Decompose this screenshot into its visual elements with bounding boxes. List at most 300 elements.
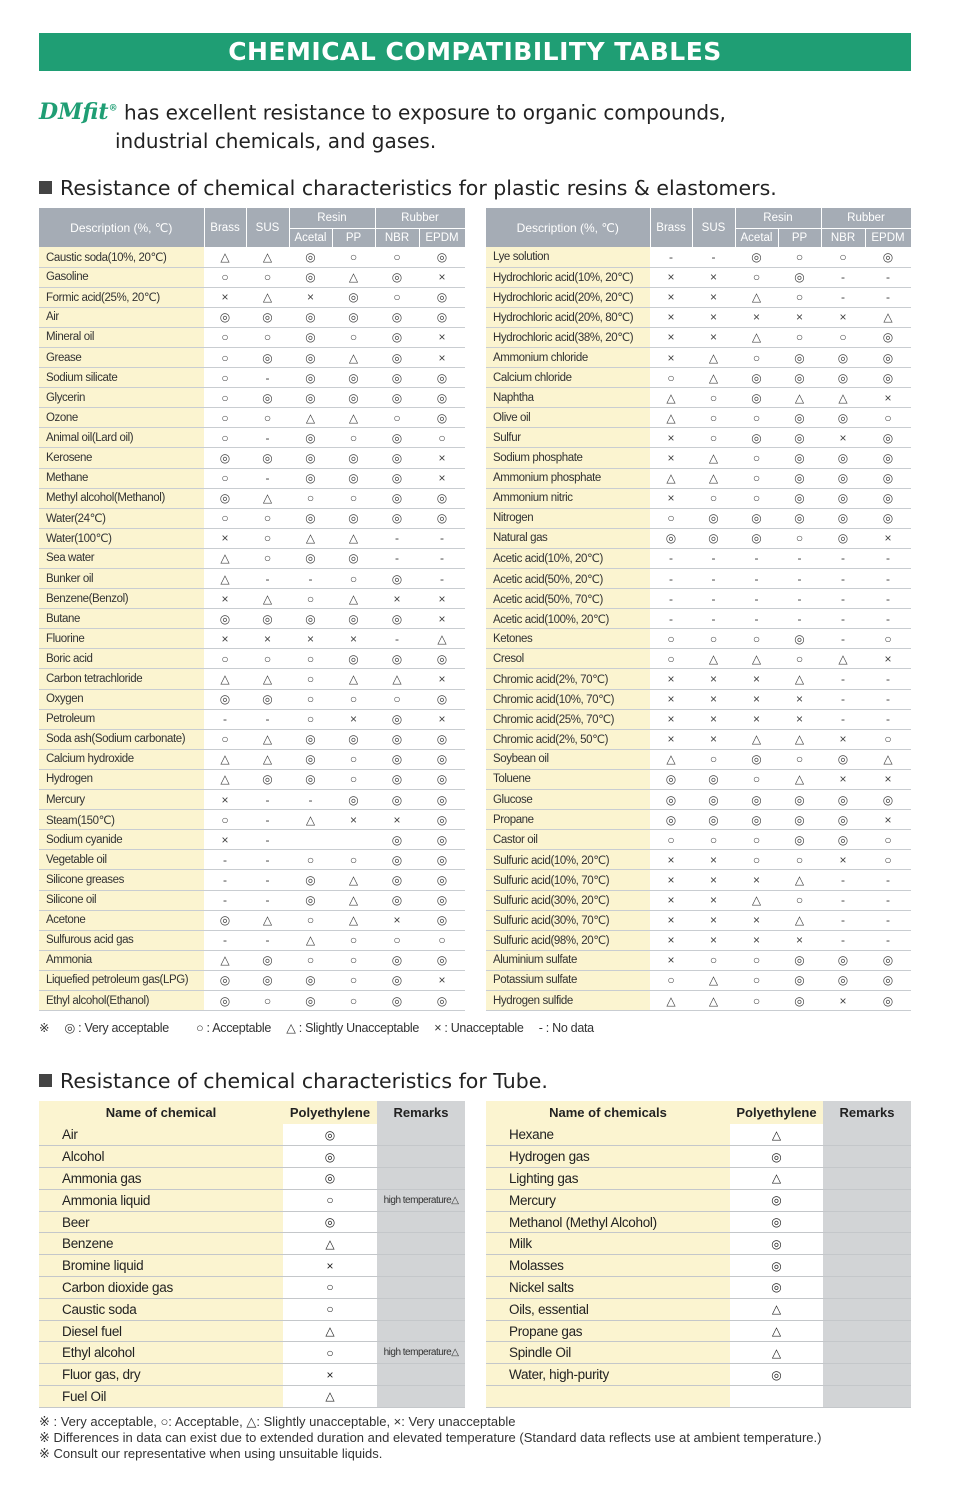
rating-cell: × [692, 910, 735, 930]
table-row [39, 950, 465, 970]
table-row [486, 1342, 911, 1364]
table-row [486, 910, 911, 930]
table-row [39, 468, 465, 488]
table-row [39, 609, 465, 629]
table-row [486, 287, 911, 307]
rating-cell: - [735, 609, 778, 629]
chemical-name: Lighting gas [486, 1168, 730, 1190]
rating-cell: ○ [778, 649, 821, 669]
chemical-name: Acetic acid(50%, 70℃) [486, 589, 650, 609]
rating-cell: - [778, 569, 821, 589]
rating-cell: ◎ [204, 609, 246, 629]
rating-cell: - [650, 569, 692, 589]
rating-cell: × [283, 1255, 377, 1277]
rating-cell: ◎ [730, 1364, 823, 1386]
rating-cell: ○ [735, 488, 778, 508]
rating-cell: - [246, 850, 289, 870]
rating-cell: △ [778, 910, 821, 930]
rating-cell: ○ [332, 990, 375, 1010]
col-remarks: Remarks [823, 1101, 911, 1124]
rating-cell: △ [246, 910, 289, 930]
table-row [39, 569, 465, 589]
rating-cell: ○ [332, 970, 375, 990]
rating-cell: △ [730, 1168, 823, 1190]
chemical-name: Sulfuric acid(98%, 20℃) [486, 930, 650, 950]
rating-cell: ◎ [283, 1146, 377, 1168]
table-row [486, 1364, 911, 1386]
col-description: Description (%, ℃) [486, 208, 650, 247]
resin-table-left [39, 208, 466, 1011]
rating-cell: ◎ [375, 428, 419, 448]
rating-cell: ○ [778, 287, 821, 307]
rating-cell: - [692, 247, 735, 267]
chemical-name: Ketones [486, 629, 650, 649]
table-row [486, 1386, 911, 1408]
rating-cell: ○ [332, 569, 375, 589]
rating-cell: △ [865, 307, 911, 327]
rating-cell: - [735, 548, 778, 568]
rating-cell: × [650, 307, 692, 327]
chemical-name: Ammonia [39, 950, 204, 970]
chemical-name: Boric acid [39, 649, 204, 669]
table-row [486, 830, 911, 850]
rating-cell: △ [332, 890, 375, 910]
rating-cell: △ [204, 749, 246, 769]
rating-cell: ○ [419, 930, 465, 950]
rating-cell: ◎ [332, 649, 375, 669]
footnote: ※ : Very acceptable, ○: Acceptable, △: Slightly unacceptable, ×: Very unacceptable [39, 1414, 516, 1429]
table-row [486, 850, 911, 870]
rating-cell: ◎ [821, 749, 865, 769]
rating-cell: △ [778, 870, 821, 890]
table-row [39, 1146, 465, 1168]
rating-cell: ○ [246, 649, 289, 669]
rating-cell: ○ [735, 769, 778, 789]
table-row [39, 347, 465, 367]
rating-cell: ○ [283, 1342, 377, 1364]
rating-cell: ◎ [204, 910, 246, 930]
rating-cell: ○ [289, 910, 332, 930]
table-row [486, 1255, 911, 1277]
rating-cell: × [289, 287, 332, 307]
rating-cell: × [778, 307, 821, 327]
rating-cell: ◎ [375, 448, 419, 468]
rating-cell: ◎ [778, 468, 821, 488]
rating-cell: △ [692, 347, 735, 367]
rating-cell: - [289, 790, 332, 810]
rating-cell: × [246, 629, 289, 649]
rating-cell: ◎ [419, 408, 465, 428]
rating-cell: ○ [650, 970, 692, 990]
rating-cell: ◎ [419, 950, 465, 970]
table-row [486, 769, 911, 789]
col-group-resin: Resin [735, 208, 821, 228]
rating-cell: ○ [375, 408, 419, 428]
rating-cell: ◎ [650, 528, 692, 548]
rating-cell: × [692, 709, 735, 729]
rating-cell: × [692, 287, 735, 307]
square-bullet-icon [39, 1074, 52, 1087]
chemical-name: Chromic acid(2%, 70℃) [486, 669, 650, 689]
rating-cell: △ [246, 669, 289, 689]
table-row [486, 689, 911, 709]
chemical-name: Nitrogen [486, 508, 650, 528]
rating-cell: ◎ [375, 850, 419, 870]
rating-cell: ○ [283, 1277, 377, 1299]
rating-cell: ◎ [778, 408, 821, 428]
rating-cell: × [692, 850, 735, 870]
rating-cell: ◎ [289, 428, 332, 448]
col-polyethylene: Polyethylene [283, 1101, 377, 1124]
rating-cell: ◎ [419, 749, 465, 769]
rating-cell: - [246, 428, 289, 448]
rating-cell: - [419, 569, 465, 589]
rating-cell: ◎ [778, 368, 821, 388]
rating-cell: △ [332, 528, 375, 548]
rating-cell: × [821, 769, 865, 789]
rating-cell: △ [332, 910, 375, 930]
chemical-name: Hydrochloric acid(20%, 80℃) [486, 307, 650, 327]
remarks-cell [823, 1298, 911, 1320]
rating-cell: ◎ [375, 729, 419, 749]
chemical-name: Fluorine [39, 629, 204, 649]
chemical-name: Gasoline [39, 267, 204, 287]
rating-cell: ◎ [419, 830, 465, 850]
rating-cell: ◎ [375, 769, 419, 789]
rating-cell: ◎ [246, 950, 289, 970]
rating-cell: ◎ [375, 508, 419, 528]
rating-cell: ◎ [821, 488, 865, 508]
rating-cell: × [692, 327, 735, 347]
table-row [486, 448, 911, 468]
chemical-name: Cresol [486, 649, 650, 669]
rating-cell: × [692, 267, 735, 287]
remarks-cell [823, 1168, 911, 1190]
rating-cell: - [692, 609, 735, 629]
rating-cell: △ [778, 729, 821, 749]
rating-cell: ◎ [735, 749, 778, 769]
rating-cell: - [865, 890, 911, 910]
rating-cell: × [865, 528, 911, 548]
rating-cell: ○ [332, 327, 375, 347]
chemical-name: Ammonium phosphate [486, 468, 650, 488]
table-row [39, 1364, 465, 1386]
rating-cell: ◎ [865, 368, 911, 388]
table-row [39, 1255, 465, 1277]
chemical-name: Glycerin [39, 388, 204, 408]
rating-cell: ◎ [821, 408, 865, 428]
rating-cell: ◎ [735, 428, 778, 448]
rating-cell: × [735, 307, 778, 327]
rating-cell: ◎ [735, 810, 778, 830]
rating-cell: - [735, 569, 778, 589]
rating-cell: ○ [778, 850, 821, 870]
rating-cell: △ [332, 669, 375, 689]
rating-cell: △ [332, 408, 375, 428]
rating-cell: ◎ [778, 950, 821, 970]
table-row [486, 267, 911, 287]
chemical-name: Propane [486, 810, 650, 830]
rating-cell: △ [289, 930, 332, 950]
table-row [486, 347, 911, 367]
rating-cell: ○ [865, 830, 911, 850]
rating-cell: ○ [821, 247, 865, 267]
chemical-name: Sulfuric acid(10%, 70℃) [486, 870, 650, 890]
rating-cell: ○ [204, 267, 246, 287]
rating-cell: × [865, 769, 911, 789]
rating-cell: ○ [735, 970, 778, 990]
table-row [486, 1233, 911, 1255]
rating-cell: ◎ [246, 307, 289, 327]
rating-cell: ○ [332, 930, 375, 950]
table-row [486, 950, 911, 970]
rating-cell: - [650, 589, 692, 609]
table-row [486, 790, 911, 810]
rating-cell: ○ [246, 990, 289, 1010]
rating-cell: ○ [692, 488, 735, 508]
rating-cell: × [692, 689, 735, 709]
chemical-name: Aluminium sulfate [486, 950, 650, 970]
chemical-name: Natural gas [486, 528, 650, 548]
rating-cell: ○ [204, 810, 246, 830]
table-row [39, 850, 465, 870]
table-row [39, 267, 465, 287]
rating-cell: ◎ [332, 448, 375, 468]
rating-cell: ◎ [289, 749, 332, 769]
rating-cell: ◎ [821, 508, 865, 528]
rating-cell: ◎ [289, 307, 332, 327]
chemical-name: Mercury [39, 790, 204, 810]
legend-slightly-unacceptable: △ : Slightly Unacceptable [286, 1021, 419, 1035]
rating-cell: - [204, 930, 246, 950]
chemical-name: Hydrochloric acid(20%, 20℃) [486, 287, 650, 307]
rating-cell: ○ [735, 629, 778, 649]
rating-cell: ◎ [375, 870, 419, 890]
rating-cell: △ [650, 749, 692, 769]
resin-table-right [486, 208, 912, 1011]
rating-cell: - [865, 267, 911, 287]
rating-cell: × [778, 689, 821, 709]
table-row [39, 388, 465, 408]
rating-cell: - [821, 709, 865, 729]
rating-cell: ○ [735, 950, 778, 970]
rating-cell: ◎ [692, 528, 735, 548]
rating-cell: ○ [778, 247, 821, 267]
table-row [39, 910, 465, 930]
rating-cell: △ [283, 1233, 377, 1255]
rating-cell: ○ [332, 769, 375, 789]
chemical-name: Acetic acid(100%, 20℃) [486, 609, 650, 629]
rating-cell: ◎ [289, 388, 332, 408]
rating-cell: × [650, 689, 692, 709]
rating-cell: - [865, 287, 911, 307]
rating-cell: ○ [735, 990, 778, 1010]
rating-cell: ◎ [730, 1255, 823, 1277]
rating-cell: ○ [289, 950, 332, 970]
rating-cell: ◎ [778, 267, 821, 287]
rating-cell: ◎ [735, 388, 778, 408]
table-row [486, 1320, 911, 1342]
rating-cell: × [692, 307, 735, 327]
chemical-name: Sodium cyanide [39, 830, 204, 850]
rating-cell: ◎ [289, 327, 332, 347]
rating-cell: × [821, 729, 865, 749]
remarks-cell [823, 1233, 911, 1255]
footnote: ※ Consult our representative when using unsuitable liquids. [39, 1446, 383, 1461]
rating-cell: ○ [375, 930, 419, 950]
table-row [39, 990, 465, 1010]
table-row [486, 388, 911, 408]
table-row [39, 810, 465, 830]
rating-cell: △ [289, 810, 332, 830]
rating-cell: ◎ [419, 287, 465, 307]
table-row [39, 629, 465, 649]
chemical-name: Bunker oil [39, 569, 204, 589]
rating-cell: △ [332, 347, 375, 367]
rating-cell: × [650, 950, 692, 970]
remarks-cell [823, 1146, 911, 1168]
rating-cell: - [246, 790, 289, 810]
remarks-cell [823, 1189, 911, 1211]
table-row [486, 1146, 911, 1168]
table-row [486, 749, 911, 769]
rating-cell: ◎ [283, 1211, 377, 1233]
rating-cell: ○ [865, 408, 911, 428]
rating-cell: △ [283, 1386, 377, 1408]
rating-cell: △ [650, 408, 692, 428]
rating-cell [730, 1386, 823, 1408]
col-epdm: EPDM [419, 228, 465, 247]
rating-cell: ◎ [419, 649, 465, 669]
rating-cell: × [865, 649, 911, 669]
rating-cell: - [821, 629, 865, 649]
rating-cell: × [735, 669, 778, 689]
rating-cell: × [204, 790, 246, 810]
rating-cell: × [289, 629, 332, 649]
rating-cell: ○ [246, 528, 289, 548]
rating-cell: ○ [692, 830, 735, 850]
rating-cell: - [246, 870, 289, 890]
rating-cell: ◎ [778, 488, 821, 508]
chemical-name: Steam(150℃) [39, 810, 204, 830]
col-nbr: NBR [821, 228, 865, 247]
rating-cell: ◎ [375, 990, 419, 1010]
rating-cell: ◎ [419, 790, 465, 810]
rating-cell: - [375, 528, 419, 548]
rating-cell: ○ [283, 1189, 377, 1211]
chemical-name: Chromic acid(25%, 70℃) [486, 709, 650, 729]
table-row [39, 1189, 465, 1211]
rating-cell: ○ [778, 528, 821, 548]
rating-cell: △ [735, 890, 778, 910]
rating-cell: - [650, 247, 692, 267]
rating-cell: ○ [735, 468, 778, 488]
rating-cell: ◎ [289, 990, 332, 1010]
chemical-name: Sulfurous acid gas [39, 930, 204, 950]
rating-cell: ◎ [283, 1124, 377, 1146]
rating-cell: - [778, 589, 821, 609]
rating-cell: ○ [865, 629, 911, 649]
rating-cell: ◎ [375, 749, 419, 769]
remarks-cell [377, 1298, 465, 1320]
col-polyethylene: Polyethylene [730, 1101, 823, 1124]
rating-cell: × [650, 267, 692, 287]
table-row [486, 408, 911, 428]
chemical-name: Propane gas [486, 1320, 730, 1342]
chemical-name: Glucose [486, 790, 650, 810]
rating-cell: ◎ [246, 970, 289, 990]
rating-cell: ◎ [332, 368, 375, 388]
rating-cell: ○ [735, 448, 778, 468]
rating-cell: △ [735, 287, 778, 307]
rating-cell: - [821, 569, 865, 589]
table-row [39, 1233, 465, 1255]
rating-cell: - [375, 629, 419, 649]
rating-cell: △ [246, 729, 289, 749]
chemical-name: Formic acid(25%, 20℃) [39, 287, 204, 307]
rating-cell: × [650, 287, 692, 307]
rating-cell: △ [246, 749, 289, 769]
chemical-name: Methane [39, 468, 204, 488]
rating-cell: ◎ [375, 890, 419, 910]
chemical-name: Soybean oil [486, 749, 650, 769]
rating-cell: ◎ [650, 790, 692, 810]
table-row [39, 488, 465, 508]
table-row [486, 890, 911, 910]
chemical-name: Water(100℃) [39, 528, 204, 548]
rating-cell: ○ [204, 649, 246, 669]
table-row [39, 247, 465, 267]
chemical-name: Oils, essential [486, 1298, 730, 1320]
rating-cell: ○ [332, 247, 375, 267]
rating-cell: × [419, 468, 465, 488]
rating-cell: - [865, 689, 911, 709]
rating-cell: ○ [246, 548, 289, 568]
rating-cell: - [246, 368, 289, 388]
table-row [39, 1168, 465, 1190]
remarks-cell [823, 1277, 911, 1299]
rating-cell: ◎ [865, 508, 911, 528]
rating-cell: ◎ [692, 508, 735, 528]
rating-cell: ◎ [204, 488, 246, 508]
rating-cell: ◎ [735, 247, 778, 267]
table-row [39, 448, 465, 468]
rating-cell: △ [650, 468, 692, 488]
rating-cell: ◎ [289, 267, 332, 287]
rating-cell: ◎ [778, 347, 821, 367]
rating-cell: - [821, 267, 865, 287]
rating-cell: × [692, 930, 735, 950]
rating-cell: ○ [332, 488, 375, 508]
rating-cell: ○ [692, 408, 735, 428]
rating-cell: ◎ [778, 428, 821, 448]
rating-cell: - [204, 709, 246, 729]
rating-cell: - [204, 850, 246, 870]
rating-cell: × [692, 669, 735, 689]
rating-cell: ◎ [692, 790, 735, 810]
rating-cell: × [204, 629, 246, 649]
rating-cell: - [865, 910, 911, 930]
chemical-name: Carbon tetrachloride [39, 669, 204, 689]
table-row [486, 870, 911, 890]
rating-cell: △ [730, 1298, 823, 1320]
chemical-name: Diesel fuel [39, 1320, 283, 1342]
rating-cell: ◎ [289, 729, 332, 749]
chemical-name: Acetic acid(50%, 20℃) [486, 569, 650, 589]
remarks-cell [377, 1255, 465, 1277]
rating-cell: × [692, 870, 735, 890]
rating-cell: - [865, 930, 911, 950]
